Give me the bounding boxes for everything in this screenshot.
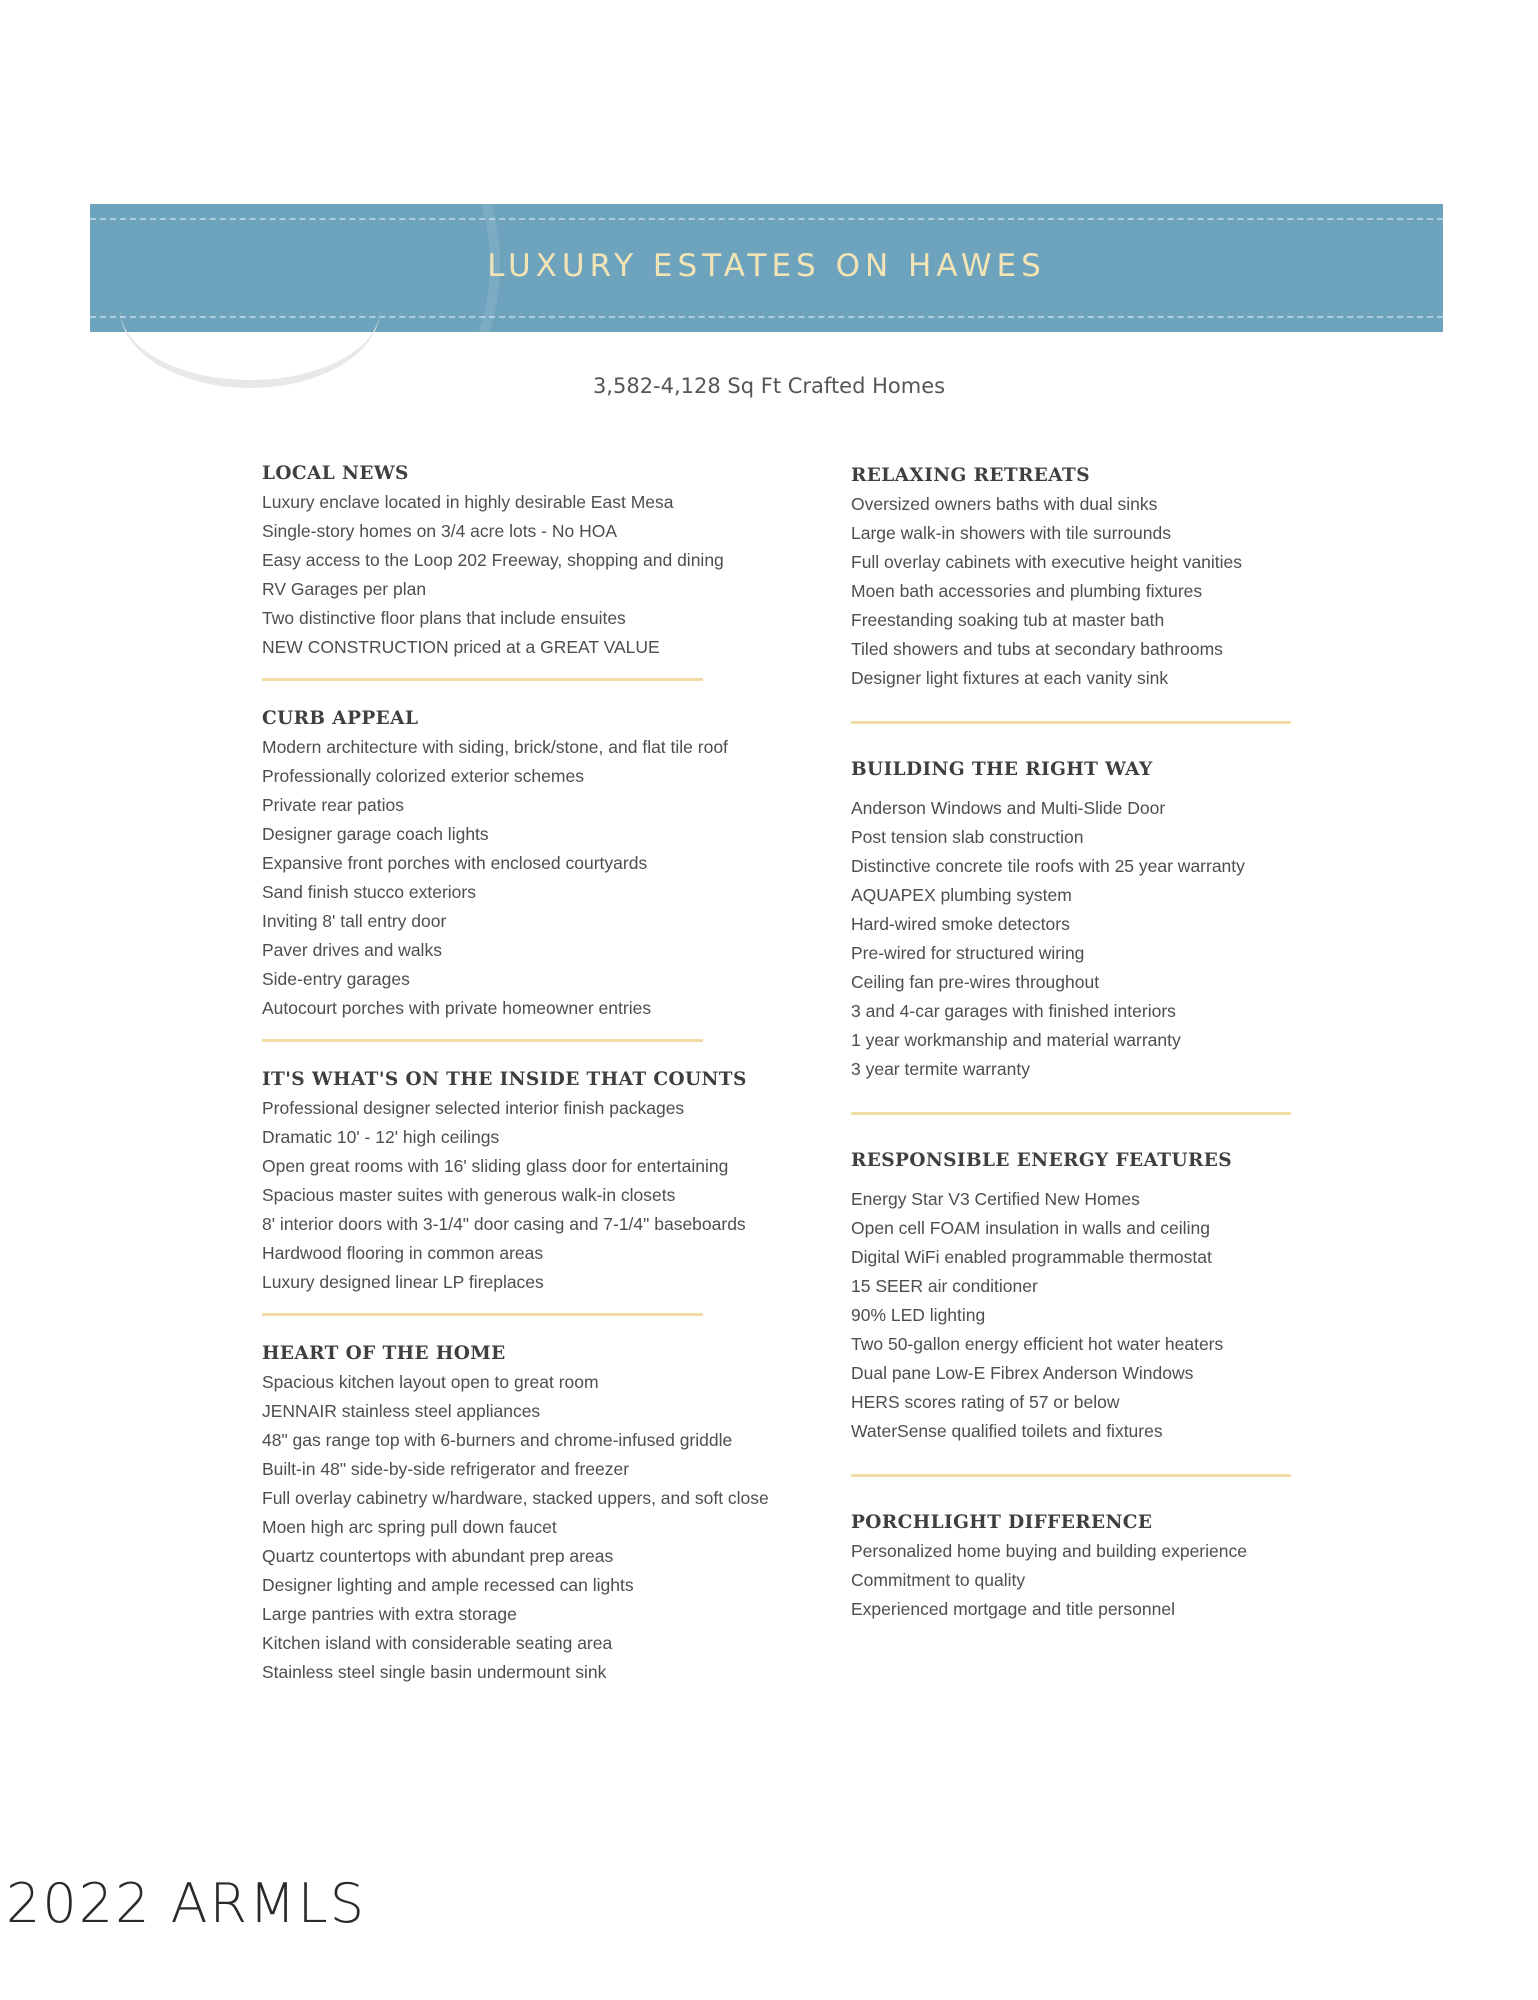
- section-building-right-way: [851, 756, 1411, 1084]
- section-relaxing-retreats: [851, 462, 1411, 693]
- feature-list: [262, 488, 822, 662]
- list-item: Freestanding soaking tub at master bath: [851, 610, 1165, 630]
- list-item: Personalized home buying and building experience: [851, 1541, 1247, 1561]
- list-item: 15 SEER air conditioner: [851, 1276, 1038, 1296]
- right-column: [851, 462, 1411, 1624]
- list-item: 90% LED lighting: [851, 1305, 986, 1325]
- list-item: NEW CONSTRUCTION priced at a GREAT VALUE: [262, 637, 660, 657]
- list-item: Private rear patios: [262, 795, 405, 815]
- list-item: Post tension slab construction: [851, 827, 1084, 847]
- list-item: Full overlay cabinetry w/hardware, stacked uppers, and soft close: [262, 1488, 769, 1508]
- section-title: IT'S WHAT'S ON THE INSIDE THAT COUNTS: [262, 1069, 747, 1090]
- list-item: 3 and 4-car garages with finished interiors: [851, 1001, 1176, 1021]
- list-item: Professional designer selected interior finish packages: [262, 1098, 685, 1118]
- list-item: Spacious kitchen layout open to great room: [262, 1372, 599, 1392]
- list-item: Pre-wired for structured wiring: [851, 943, 1085, 963]
- list-item: Inviting 8' tall entry door: [262, 911, 447, 931]
- list-item: 3 year termite warranty: [851, 1059, 1030, 1079]
- list-item: 1 year workmanship and material warranty: [851, 1030, 1181, 1050]
- list-item: Open great rooms with 16' sliding glass door for entertaining: [262, 1156, 729, 1176]
- section-porchlight-difference: [851, 1509, 1411, 1624]
- list-item: Large pantries with extra storage: [262, 1604, 517, 1624]
- list-item: Moen high arc spring pull down faucet: [262, 1517, 557, 1537]
- section-heart-of-home: [262, 1340, 822, 1687]
- section-divider: [262, 1039, 703, 1042]
- section-divider: [262, 678, 703, 681]
- list-item: Tiled showers and tubs at secondary bathrooms: [851, 639, 1223, 659]
- list-item: Large walk-in showers with tile surrounds: [851, 523, 1171, 543]
- list-item: Moen bath accessories and plumbing fixtures: [851, 581, 1203, 601]
- page-subtitle: 3,582-4,128 Sq Ft Crafted Homes: [592, 374, 946, 398]
- feature-list: [262, 733, 822, 1023]
- section-curb-appeal: [262, 705, 822, 1023]
- page-title: LUXURY ESTATES ON HAWES: [487, 248, 1046, 284]
- feature-list: [851, 794, 1411, 1084]
- list-item: 48" gas range top with 6-burners and chrome-infused griddle: [262, 1430, 733, 1450]
- section-title: RESPONSIBLE ENERGY FEATURES: [851, 1150, 1233, 1171]
- list-item: Distinctive concrete tile roofs with 25 year warranty: [851, 856, 1245, 876]
- list-item: Designer light fixtures at each vanity sink: [851, 668, 1169, 688]
- list-item: Open cell FOAM insulation in walls and ceiling: [851, 1218, 1210, 1238]
- list-item: Luxury enclave located in highly desirable East Mesa: [262, 492, 674, 512]
- list-item: Dramatic 10' - 12' high ceilings: [262, 1127, 500, 1147]
- feature-list: [851, 490, 1411, 693]
- list-item: Built-in 48" side-by-side refrigerator and freezer: [262, 1459, 630, 1479]
- list-item: Luxury designed linear LP fireplaces: [262, 1272, 544, 1292]
- list-item: Autocourt porches with private homeowner entries: [262, 998, 652, 1018]
- list-item: Easy access to the Loop 202 Freeway, shopping and dining: [262, 550, 724, 570]
- section-local-news: [262, 460, 822, 662]
- list-item: RV Garages per plan: [262, 579, 427, 599]
- list-item: Energy Star V3 Certified New Homes: [851, 1189, 1140, 1209]
- list-item: 8' interior doors with 3-1/4" door casing and 7-1/4" baseboards: [262, 1214, 746, 1234]
- copyright-watermark: 2022 ARMLS: [6, 1872, 367, 1935]
- list-item: Designer lighting and ample recessed can lights: [262, 1575, 634, 1595]
- section-divider: [851, 1474, 1291, 1477]
- list-item: Kitchen island with considerable seating area: [262, 1633, 613, 1653]
- section-energy-features: [851, 1147, 1411, 1446]
- list-item: Sand finish stucco exteriors: [262, 882, 476, 902]
- list-item: HERS scores rating of 57 or below: [851, 1392, 1120, 1412]
- section-divider: [851, 1112, 1291, 1115]
- list-item: Professionally colorized exterior schemes: [262, 766, 584, 786]
- list-item: Single-story homes on 3/4 acre lots - No HOA: [262, 521, 618, 541]
- section-title: LOCAL NEWS: [262, 463, 409, 484]
- list-item: Digital WiFi enabled programmable thermostat: [851, 1247, 1212, 1267]
- list-item: Stainless steel single basin undermount sink: [262, 1662, 607, 1682]
- list-item: Commitment to quality: [851, 1570, 1026, 1590]
- list-item: Experienced mortgage and title personnel: [851, 1599, 1175, 1619]
- list-item: AQUAPEX plumbing system: [851, 885, 1072, 905]
- list-item: Oversized owners baths with dual sinks: [851, 494, 1158, 514]
- section-divider: [262, 1313, 703, 1316]
- list-item: Modern architecture with siding, brick/stone, and flat tile roof: [262, 737, 728, 757]
- feature-list: [262, 1094, 822, 1297]
- list-item: Paver drives and walks: [262, 940, 442, 960]
- list-item: Hard-wired smoke detectors: [851, 914, 1070, 934]
- list-item: Two distinctive floor plans that include ensuites: [262, 608, 626, 628]
- section-title: HEART OF THE HOME: [262, 1343, 506, 1364]
- list-item: Anderson Windows and Multi-Slide Door: [851, 798, 1166, 818]
- list-item: Side-entry garages: [262, 969, 410, 989]
- list-item: Ceiling fan pre-wires throughout: [851, 972, 1100, 992]
- feature-list: [262, 1368, 822, 1687]
- list-item: Dual pane Low-E Fibrex Anderson Windows: [851, 1363, 1194, 1383]
- list-item: Two 50-gallon energy efficient hot water heaters: [851, 1334, 1224, 1354]
- list-item: Expansive front porches with enclosed courtyards: [262, 853, 648, 873]
- section-title: BUILDING THE RIGHT WAY: [851, 759, 1153, 780]
- list-item: WaterSense qualified toilets and fixtures: [851, 1421, 1163, 1441]
- section-divider: [851, 721, 1291, 724]
- section-title: PORCHLIGHT DIFFERENCE: [851, 1512, 1153, 1533]
- decorative-arc: [120, 230, 380, 388]
- section-inside: [262, 1066, 822, 1297]
- feature-list: [851, 1185, 1411, 1446]
- list-item: Designer garage coach lights: [262, 824, 489, 844]
- dashed-border-top: [90, 218, 1443, 220]
- left-column: [262, 460, 822, 1687]
- list-item: Hardwood flooring in common areas: [262, 1243, 544, 1263]
- list-item: Quartz countertops with abundant prep areas: [262, 1546, 614, 1566]
- list-item: JENNAIR stainless steel appliances: [262, 1401, 541, 1421]
- feature-list: [851, 1537, 1411, 1624]
- section-title: CURB APPEAL: [262, 708, 419, 729]
- list-item: Spacious master suites with generous walk-in closets: [262, 1185, 676, 1205]
- section-title: RELAXING RETREATS: [851, 465, 1090, 486]
- list-item: Full overlay cabinets with executive height vanities: [851, 552, 1243, 572]
